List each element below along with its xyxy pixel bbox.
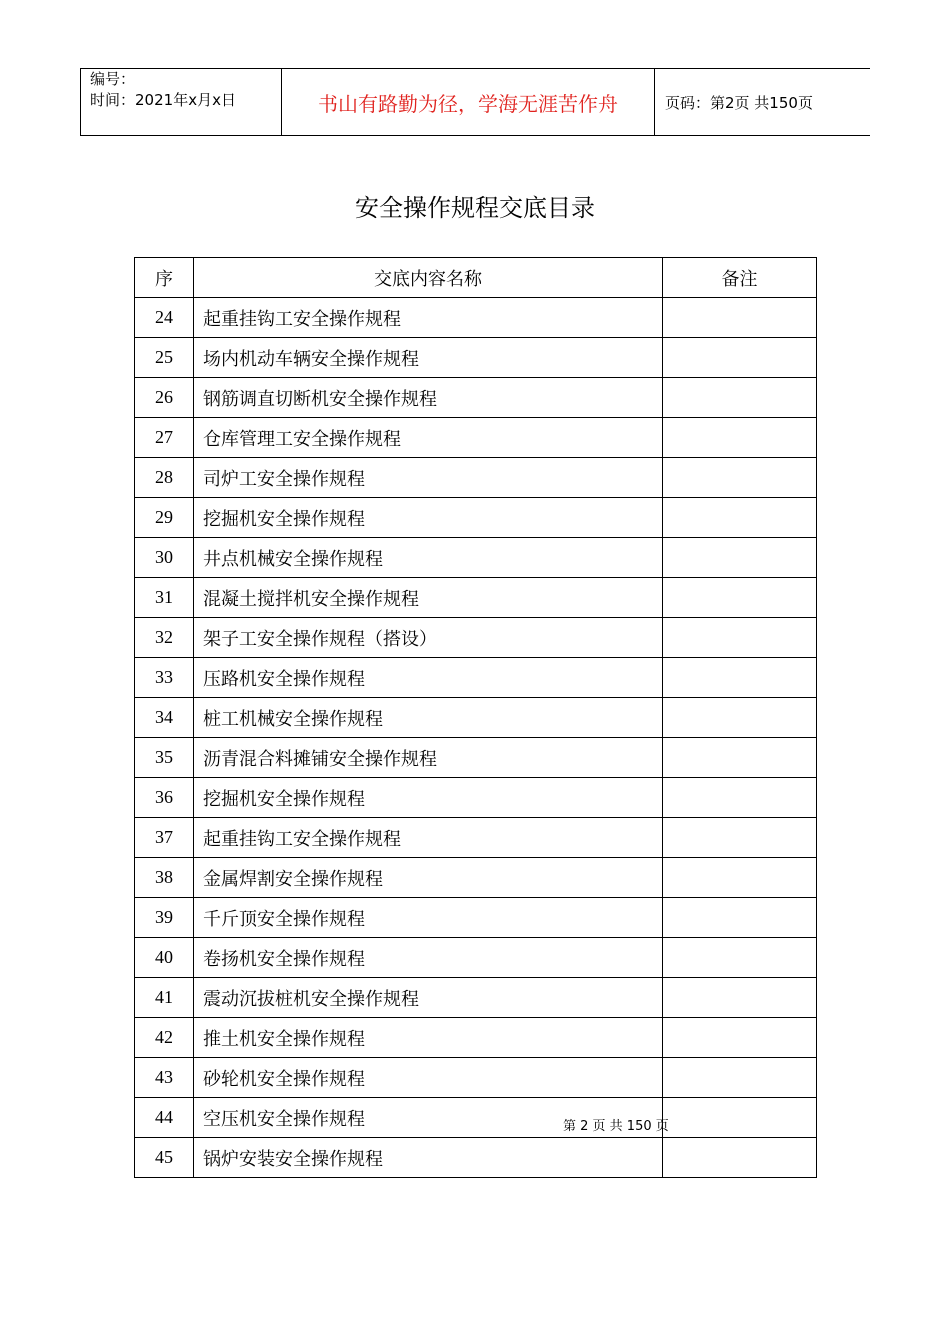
row-note [663, 458, 817, 498]
table-row [135, 618, 817, 658]
row-note [663, 378, 817, 418]
row-seq: 25 [135, 338, 194, 378]
row-note [663, 698, 817, 738]
row-note [663, 538, 817, 578]
row-name: 仓库管理工安全操作规程 [194, 418, 663, 458]
row-note [663, 858, 817, 898]
table-row [135, 418, 817, 458]
row-name: 井点机械安全操作规程 [194, 538, 663, 578]
table-header-row [135, 258, 817, 298]
row-name: 桩工机械安全操作规程 [194, 698, 663, 738]
table-row [135, 738, 817, 778]
row-seq: 33 [135, 658, 194, 698]
table-row [135, 658, 817, 698]
row-note [663, 658, 817, 698]
row-note [663, 1058, 817, 1098]
row-name: 司炉工安全操作规程 [194, 458, 663, 498]
header-meta [81, 69, 282, 135]
row-name: 混凝土搅拌机安全操作规程 [194, 578, 663, 618]
number-label: 编号： [90, 70, 136, 88]
row-name: 压路机安全操作规程 [194, 658, 663, 698]
time-label: 时间： [90, 91, 136, 109]
row-note [663, 738, 817, 778]
row-name: 挖掘机安全操作规程 [194, 778, 663, 818]
row-note [663, 1018, 817, 1058]
row-note [663, 1098, 817, 1138]
row-seq: 24 [135, 298, 194, 338]
row-name: 砂轮机安全操作规程 [194, 1058, 663, 1098]
row-seq: 35 [135, 738, 194, 778]
row-note [663, 938, 817, 978]
row-name: 架子工安全操作规程（搭设） [194, 618, 663, 658]
table-row [135, 858, 817, 898]
table-row [135, 578, 817, 618]
column-header-seq: 序 [135, 258, 194, 298]
table-row [135, 378, 817, 418]
table-row [135, 538, 817, 578]
document-header [80, 68, 870, 136]
row-seq: 40 [135, 938, 194, 978]
row-seq: 45 [135, 1138, 194, 1178]
row-seq: 43 [135, 1058, 194, 1098]
table-row [135, 1018, 817, 1058]
row-seq: 37 [135, 818, 194, 858]
table-row [135, 298, 817, 338]
row-seq: 38 [135, 858, 194, 898]
row-note [663, 578, 817, 618]
column-header-name: 交底内容名称 [194, 258, 663, 298]
row-name: 钢筋调直切断机安全操作规程 [194, 378, 663, 418]
row-seq: 34 [135, 698, 194, 738]
row-note [663, 338, 817, 378]
row-note [663, 818, 817, 858]
page-footer: 第 2 页 共 150 页 [563, 1119, 669, 1134]
row-name: 空压机安全操作规程 [194, 1098, 663, 1138]
row-seq: 31 [135, 578, 194, 618]
row-note [663, 978, 817, 1018]
row-seq: 30 [135, 538, 194, 578]
toc-table [134, 257, 817, 1178]
row-name: 千斤顶安全操作规程 [194, 898, 663, 938]
table-row [135, 818, 817, 858]
row-note [663, 298, 817, 338]
row-name: 震动沉拔桩机安全操作规程 [194, 978, 663, 1018]
table-row [135, 498, 817, 538]
row-name: 沥青混合料摊铺安全操作规程 [194, 738, 663, 778]
row-note [663, 778, 817, 818]
header-motto: 书山有路勤为径，学海无涯苦作舟 [282, 69, 655, 135]
time-value: 2021年x月x日 [135, 91, 236, 109]
table-row [135, 698, 817, 738]
page-title: 安全操作规程交底目录 [355, 194, 595, 222]
column-header-note: 备注 [663, 258, 817, 298]
row-seq: 29 [135, 498, 194, 538]
row-name: 起重挂钩工安全操作规程 [194, 818, 663, 858]
table-row [135, 1058, 817, 1098]
row-name: 推土机安全操作规程 [194, 1018, 663, 1058]
table-row [135, 938, 817, 978]
table-row [135, 458, 817, 498]
table-body [135, 298, 817, 1178]
table-row [135, 778, 817, 818]
row-seq: 26 [135, 378, 194, 418]
row-seq: 27 [135, 418, 194, 458]
row-seq: 32 [135, 618, 194, 658]
row-seq: 28 [135, 458, 194, 498]
row-note [663, 418, 817, 458]
row-seq: 36 [135, 778, 194, 818]
row-note [663, 898, 817, 938]
header-page-code: 页码：第2页 共150页 [665, 93, 813, 112]
table-row [135, 1138, 817, 1178]
row-name: 场内机动车辆安全操作规程 [194, 338, 663, 378]
table-row [135, 1098, 817, 1138]
row-note [663, 618, 817, 658]
row-seq: 39 [135, 898, 194, 938]
row-name: 起重挂钩工安全操作规程 [194, 298, 663, 338]
row-seq: 41 [135, 978, 194, 1018]
row-name: 挖掘机安全操作规程 [194, 498, 663, 538]
table-row [135, 338, 817, 378]
row-name: 金属焊割安全操作规程 [194, 858, 663, 898]
time-line [90, 90, 281, 111]
row-seq: 44 [135, 1098, 194, 1138]
row-name: 锅炉安装安全操作规程 [194, 1138, 663, 1178]
row-note [663, 498, 817, 538]
table-row [135, 978, 817, 1018]
row-seq: 42 [135, 1018, 194, 1058]
table-row [135, 898, 817, 938]
row-name: 卷扬机安全操作规程 [194, 938, 663, 978]
row-note [663, 1138, 817, 1178]
